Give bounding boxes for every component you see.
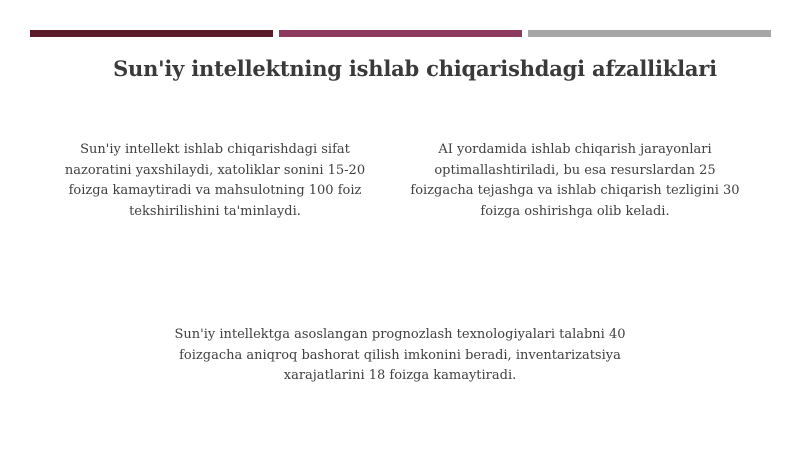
text-block-optimization: AI yordamida ishlab chiqarish jarayonlari optimallashtiriladi, bu esa resurslardan 25 foizgacha tejashga va ishlab chiqarish tezligini 30 foizga oshirishga olib keladi. xyxy=(410,142,740,219)
text-block-quality: Sun'iy intellekt ishlab chiqarishdagi sifat nazoratini yaxshilaydi, xatoliklar sonini 15-20 foizga kamaytiradi va mahsulotning 100 foiz tekshirilishini ta'minlaydi. xyxy=(64,142,366,219)
slide-title: Sun'iy intellektning ishlab chiqarishdagi afzalliklari xyxy=(113,56,717,81)
text-block-forecasting: Sun'iy intellektga asoslangan prognozlash texnologiyalari talabni 40 foizgacha aniqroq bashorat qilish imkonini beradi, inventarizatsiya xarajatlarini 18 foizga kamaytiradi. xyxy=(174,327,626,383)
accent-bar-dark xyxy=(30,30,273,37)
accent-bar-gray xyxy=(528,30,771,37)
accent-bar-magenta xyxy=(279,30,522,37)
